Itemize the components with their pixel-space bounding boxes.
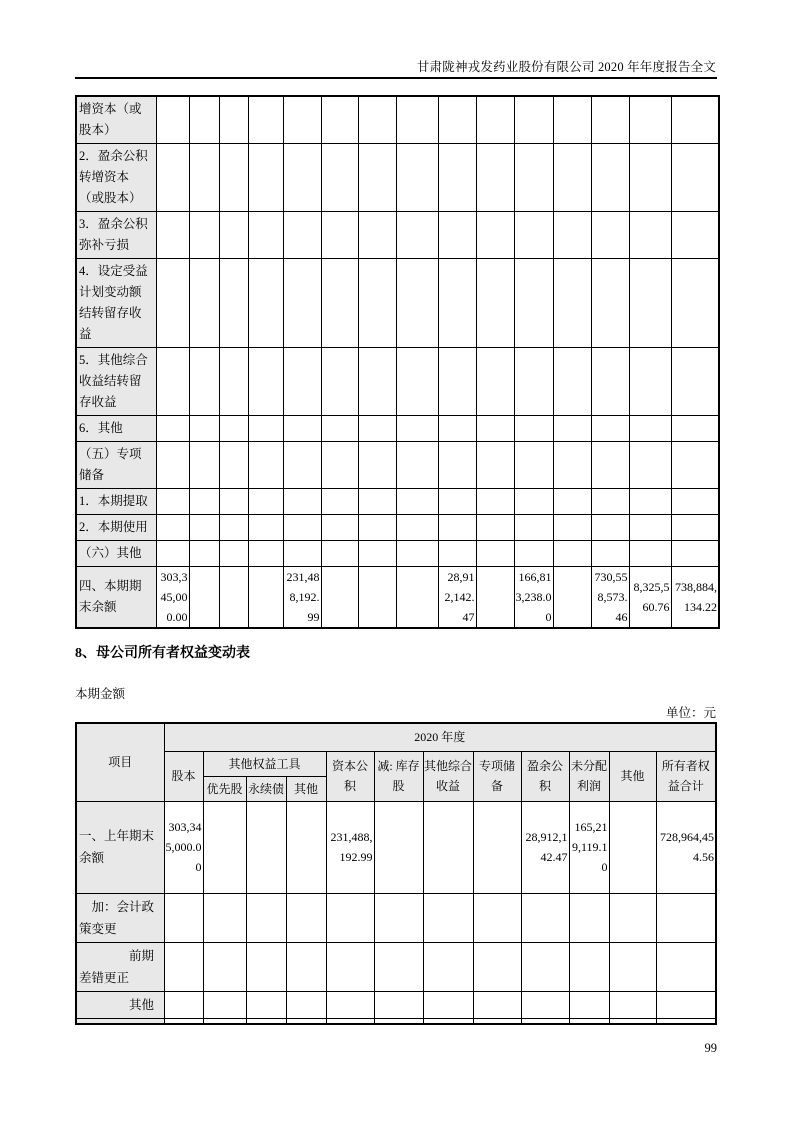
- table-row: [76, 942, 716, 991]
- table-row: [76, 212, 719, 259]
- table-cell: [629, 442, 671, 489]
- table-cell: [283, 541, 321, 567]
- table-cell: [553, 541, 591, 567]
- table-cell: [514, 515, 553, 541]
- table-cell: [283, 442, 321, 489]
- table-cell: 303,345,000.00: [156, 567, 189, 629]
- table-cell: [248, 416, 283, 442]
- table-cell: [321, 259, 358, 348]
- table-cell: [553, 416, 591, 442]
- section-heading: 8、母公司所有者权益变动表: [75, 646, 250, 661]
- report-header-title: 甘肃陇神戎发药业股份有限公司 2020 年年度报告全文: [416, 60, 716, 74]
- table-cell: [219, 259, 248, 348]
- table-cell: [609, 893, 656, 942]
- table-cell: 231,488,192.99: [283, 567, 321, 629]
- table-cell: [514, 348, 553, 416]
- table-cell: [438, 489, 476, 515]
- col-header-year: 2020 年度: [164, 723, 716, 751]
- table-row: [76, 1018, 716, 1025]
- table-cell: [423, 1018, 473, 1025]
- table-cell: [283, 212, 321, 259]
- table-cell: [609, 942, 656, 991]
- table-cell: [438, 541, 476, 567]
- table-cell: [326, 1018, 374, 1025]
- table-cell: [569, 942, 609, 991]
- table-cell: [396, 442, 438, 489]
- table-cell: [476, 515, 514, 541]
- table-cell: [438, 144, 476, 212]
- col-header-item: 项目: [76, 723, 164, 801]
- table-cell: [514, 489, 553, 515]
- table-cell: [438, 96, 476, 144]
- table-cell: [609, 1018, 656, 1025]
- col-header-preferred-shares: 优先股: [203, 776, 246, 801]
- table-cell: [189, 96, 219, 144]
- consolidated-equity-table-continued: [75, 95, 720, 629]
- row-label: 一、上年期末余额: [76, 801, 164, 893]
- table-cell: [473, 942, 521, 991]
- table-cell: [219, 442, 248, 489]
- table-cell: [473, 893, 521, 942]
- table-cell: [629, 259, 671, 348]
- table-cell: [374, 893, 423, 942]
- table-row: [76, 259, 719, 348]
- col-header-undistributed-profit: 未分配利润: [569, 751, 609, 801]
- table-cell: [321, 144, 358, 212]
- table-cell: [396, 416, 438, 442]
- table-cell: [553, 489, 591, 515]
- table-cell: [219, 489, 248, 515]
- table-cell: [671, 144, 719, 212]
- table-cell: [423, 942, 473, 991]
- table-cell: [156, 541, 189, 567]
- table-cell: [321, 96, 358, 144]
- table-cell: [514, 212, 553, 259]
- table-cell: [521, 942, 569, 991]
- parent-company-equity-table: [75, 722, 717, 1025]
- table-cell: [553, 442, 591, 489]
- table-cell: [609, 801, 656, 893]
- table-cell: [248, 442, 283, 489]
- table-cell: [591, 515, 629, 541]
- table-cell: [476, 416, 514, 442]
- table-cell: [321, 212, 358, 259]
- table-cell: [156, 442, 189, 489]
- table-cell: [321, 541, 358, 567]
- row-label: [76, 1018, 164, 1025]
- table-cell: [629, 416, 671, 442]
- table-cell: [219, 96, 248, 144]
- table-cell: [203, 942, 246, 991]
- table-cell: [473, 991, 521, 1018]
- table-cell: [656, 1018, 716, 1025]
- table-row: [76, 991, 716, 1018]
- table-cell: 303,345,000.00: [164, 801, 203, 893]
- row-label: 2．本期使用: [76, 515, 156, 541]
- table-cell: [219, 348, 248, 416]
- table-cell: [521, 893, 569, 942]
- table-row: [76, 348, 719, 416]
- table-cell: [358, 541, 396, 567]
- table-cell: [358, 96, 396, 144]
- col-header-special-reserve: 专项储备: [473, 751, 521, 801]
- table-cell: [671, 442, 719, 489]
- table-cell: [248, 144, 283, 212]
- table-cell: [189, 212, 219, 259]
- equity-change-grid: [75, 95, 720, 629]
- table-cell: [396, 212, 438, 259]
- table-cell: 28,912,142.47: [521, 801, 569, 893]
- table-cell: [473, 801, 521, 893]
- unit-label: 单位：元: [665, 706, 716, 720]
- table-cell: [396, 96, 438, 144]
- table-cell: [396, 348, 438, 416]
- table-cell: [476, 96, 514, 144]
- table-cell: [569, 1018, 609, 1025]
- table-cell: [219, 567, 248, 629]
- col-header-other-comprehensive-income: 其他综合收益: [423, 751, 473, 801]
- table-row: [76, 416, 719, 442]
- table-cell: [473, 1018, 521, 1025]
- table-cell: [396, 144, 438, 212]
- table-cell: [248, 489, 283, 515]
- table-cell: [671, 96, 719, 144]
- row-label: 增资本（或股本）: [76, 96, 156, 144]
- table-cell: [246, 1018, 286, 1025]
- table-cell: [156, 96, 189, 144]
- period-label: 本期金额: [75, 687, 126, 701]
- col-header-surplus-reserve: 盈余公积: [521, 751, 569, 801]
- table-cell: [514, 442, 553, 489]
- table-cell: [156, 348, 189, 416]
- table-cell: [358, 212, 396, 259]
- table-cell: 728,964,454.56: [656, 801, 716, 893]
- table-cell: [248, 567, 283, 629]
- table-cell: [246, 893, 286, 942]
- table-cell: [438, 442, 476, 489]
- table-cell: [326, 942, 374, 991]
- table-cell: [514, 144, 553, 212]
- table-cell: [321, 515, 358, 541]
- table-cell: [671, 212, 719, 259]
- row-label: 5．其他综合收益结转留存收益: [76, 348, 156, 416]
- table-cell: [219, 416, 248, 442]
- table-cell: 231,488,192.99: [326, 801, 374, 893]
- table-cell: 8,325,560.76: [629, 567, 671, 629]
- table-cell: [248, 259, 283, 348]
- table-cell: [189, 567, 219, 629]
- table-cell: [591, 489, 629, 515]
- table-cell: [358, 442, 396, 489]
- table-cell: [569, 893, 609, 942]
- table-cell: [438, 212, 476, 259]
- table-cell: [283, 259, 321, 348]
- row-label: 四、本期期末余额: [76, 567, 156, 629]
- table-cell: [629, 515, 671, 541]
- table-cell: [283, 96, 321, 144]
- table-cell: [374, 801, 423, 893]
- table-cell: [189, 144, 219, 212]
- table-cell: [189, 259, 219, 348]
- table-cell: [476, 348, 514, 416]
- table-cell: [219, 144, 248, 212]
- table-cell: [321, 489, 358, 515]
- table-cell: [219, 541, 248, 567]
- table-cell: [591, 416, 629, 442]
- table-cell: [476, 541, 514, 567]
- table-row: [76, 489, 719, 515]
- table-cell: [423, 893, 473, 942]
- table-cell: [476, 144, 514, 212]
- header-divider: [75, 77, 717, 79]
- table-cell: [514, 259, 553, 348]
- table-cell: [321, 416, 358, 442]
- table-cell: [396, 567, 438, 629]
- table-row: [76, 442, 719, 489]
- table-cell: [374, 1018, 423, 1025]
- row-label: 2．盈余公积转增资本（或股本）: [76, 144, 156, 212]
- table-cell: [246, 942, 286, 991]
- page-number: 99: [704, 1041, 717, 1055]
- table-cell: [326, 991, 374, 1018]
- table-cell: [553, 96, 591, 144]
- table-cell: [396, 489, 438, 515]
- table-cell: [219, 212, 248, 259]
- table-cell: [591, 212, 629, 259]
- table-cell: [514, 96, 553, 144]
- table-cell: [514, 541, 553, 567]
- table-cell: [164, 1018, 203, 1025]
- table-cell: [476, 259, 514, 348]
- table-cell: [358, 416, 396, 442]
- table-cell: [286, 1018, 326, 1025]
- table-cell: [671, 541, 719, 567]
- table-cell: [629, 348, 671, 416]
- table-cell: [553, 515, 591, 541]
- col-header-share-capital: 股本: [164, 751, 203, 801]
- table-cell: [629, 144, 671, 212]
- table-cell: [156, 144, 189, 212]
- table-cell: [396, 541, 438, 567]
- table-cell: [438, 416, 476, 442]
- table-cell: [553, 144, 591, 212]
- table-cell: [189, 541, 219, 567]
- table-cell: [326, 893, 374, 942]
- table-cell: [591, 442, 629, 489]
- table-cell: [248, 348, 283, 416]
- table-cell: [358, 515, 396, 541]
- table-cell: 28,912,142.47: [438, 567, 476, 629]
- table-cell: [358, 259, 396, 348]
- row-label: （六）其他: [76, 541, 156, 567]
- row-label: 其他: [76, 991, 164, 1018]
- table-cell: [358, 348, 396, 416]
- table-cell: [358, 567, 396, 629]
- table-cell: [553, 259, 591, 348]
- row-label: 3．盈余公积弥补亏损: [76, 212, 156, 259]
- table-cell: [671, 515, 719, 541]
- table-cell: [189, 442, 219, 489]
- row-label: 4．设定受益计划变动额结转留存收益: [76, 259, 156, 348]
- table-cell: [219, 515, 248, 541]
- table-cell: [286, 801, 326, 893]
- table-cell: [321, 348, 358, 416]
- table-cell: [374, 991, 423, 1018]
- col-header-total-equity: 所有者权益合计: [656, 751, 716, 801]
- table-row: [76, 893, 716, 942]
- row-label: 加：会计政策变更: [76, 893, 164, 942]
- table-cell: [283, 416, 321, 442]
- table-cell: [189, 515, 219, 541]
- table-cell: [246, 991, 286, 1018]
- table-cell: [374, 942, 423, 991]
- table-cell: [553, 348, 591, 416]
- table-cell: 730,558,573.46: [591, 567, 629, 629]
- table-cell: [591, 259, 629, 348]
- table-cell: [248, 96, 283, 144]
- table-cell: 166,813,238.00: [514, 567, 553, 629]
- table-cell: [156, 489, 189, 515]
- table-cell: [156, 515, 189, 541]
- table-cell: [189, 489, 219, 515]
- table-cell: [656, 893, 716, 942]
- table-cell: [203, 991, 246, 1018]
- table-cell: [569, 991, 609, 1018]
- table-cell: [438, 515, 476, 541]
- row-label: （五）专项储备: [76, 442, 156, 489]
- table-cell: [358, 489, 396, 515]
- table-cell: [286, 893, 326, 942]
- table-cell: [438, 348, 476, 416]
- table-cell: [286, 991, 326, 1018]
- table-cell: [591, 96, 629, 144]
- table-cell: [591, 348, 629, 416]
- table-cell: [521, 1018, 569, 1025]
- table-cell: [476, 442, 514, 489]
- table-row: [76, 96, 719, 144]
- table-cell: [396, 515, 438, 541]
- table-cell: [671, 416, 719, 442]
- table-cell: [629, 489, 671, 515]
- table-cell: [656, 991, 716, 1018]
- table-row: [76, 801, 716, 893]
- table-cell: [203, 893, 246, 942]
- table-cell: [164, 942, 203, 991]
- table-cell: [476, 567, 514, 629]
- row-label: 6．其他: [76, 416, 156, 442]
- table-cell: [248, 541, 283, 567]
- table-cell: [283, 489, 321, 515]
- table-cell: [246, 801, 286, 893]
- table-cell: 738,884,134.22: [671, 567, 719, 629]
- table-cell: [591, 144, 629, 212]
- table-cell: [156, 259, 189, 348]
- col-header-capital-reserve: 资本公积: [326, 751, 374, 801]
- row-label: 前期差错更正: [76, 942, 164, 991]
- table-cell: [553, 212, 591, 259]
- col-header-less-treasury-stock: 减: 库存股: [374, 751, 423, 801]
- row-label: 1．本期提取: [76, 489, 156, 515]
- table-row: [76, 541, 719, 567]
- table-cell: [671, 259, 719, 348]
- table-row: [76, 144, 719, 212]
- parent-equity-grid: [75, 722, 717, 1025]
- table-cell: [283, 144, 321, 212]
- table-cell: [156, 416, 189, 442]
- table-cell: [671, 348, 719, 416]
- table-cell: [629, 96, 671, 144]
- table-cell: [553, 567, 591, 629]
- table-cell: [591, 541, 629, 567]
- table-cell: [286, 942, 326, 991]
- table-cell: [514, 416, 553, 442]
- table-cell: [248, 515, 283, 541]
- col-header-perpetual-bonds: 永续债: [246, 776, 286, 801]
- table-cell: [164, 893, 203, 942]
- table-cell: [521, 991, 569, 1018]
- table-cell: [423, 801, 473, 893]
- table-row: [76, 515, 719, 541]
- col-header-other: 其他: [609, 751, 656, 801]
- table-cell: [248, 212, 283, 259]
- table-cell: [283, 515, 321, 541]
- table-row: [76, 567, 719, 629]
- table-cell: [423, 991, 473, 1018]
- table-cell: 165,219,119.10: [569, 801, 609, 893]
- table-cell: [358, 144, 396, 212]
- table-cell: [321, 442, 358, 489]
- table-cell: [629, 541, 671, 567]
- table-cell: [164, 991, 203, 1018]
- table-cell: [189, 348, 219, 416]
- table-cell: [156, 212, 189, 259]
- table-cell: [609, 991, 656, 1018]
- table-cell: [283, 348, 321, 416]
- table-cell: [189, 416, 219, 442]
- table-cell: [203, 1018, 246, 1025]
- table-cell: [671, 489, 719, 515]
- table-cell: [438, 259, 476, 348]
- col-header-sub-other: 其他: [286, 776, 326, 801]
- table-cell: [476, 212, 514, 259]
- table-cell: [396, 259, 438, 348]
- table-cell: [321, 567, 358, 629]
- table-cell: [476, 489, 514, 515]
- table-cell: [629, 212, 671, 259]
- table-cell: [656, 942, 716, 991]
- table-cell: [203, 801, 246, 893]
- col-header-other-equity-instruments: 其他权益工具: [203, 751, 326, 776]
